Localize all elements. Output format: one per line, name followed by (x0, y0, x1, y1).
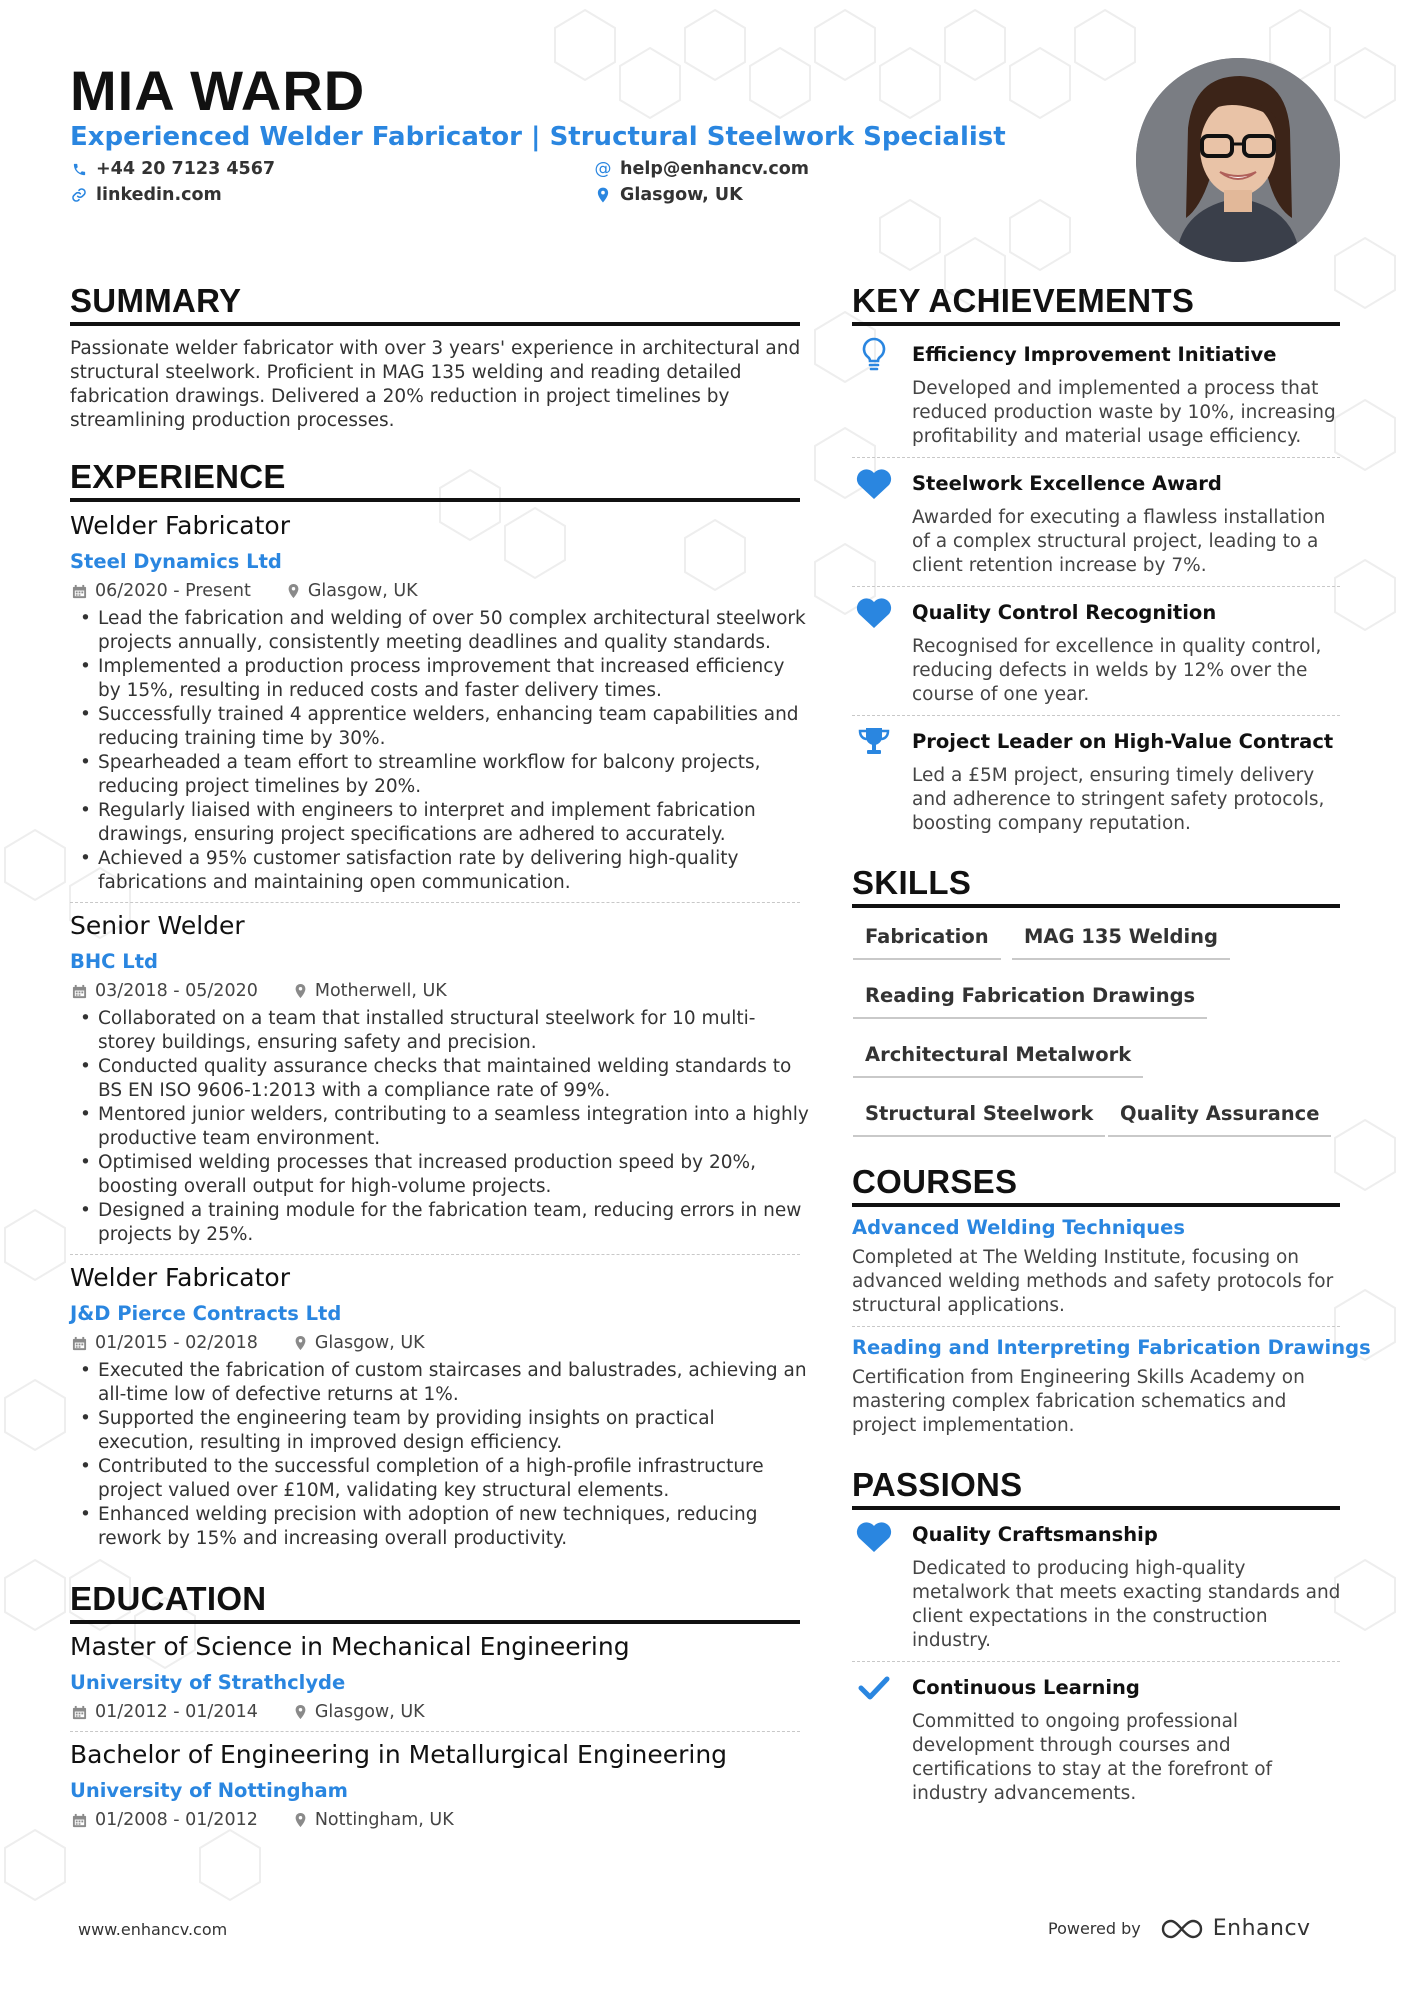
location-pin-icon (594, 186, 612, 204)
location-pin-icon (287, 583, 300, 599)
course-title: Reading and Interpreting Fabrication Drawings (852, 1336, 1371, 1359)
linkedin-url: linkedin.com (96, 185, 222, 205)
phone-contact[interactable] (70, 159, 275, 179)
calendar-icon (72, 1705, 87, 1720)
education-location: Glasgow, UK (314, 1702, 425, 1722)
location-pin-icon (294, 1704, 307, 1720)
location-pin-icon (294, 983, 307, 999)
bullet-item: • Regularly liaised with engineers to interpret and implement fabrication drawings, ensuring project specifications are adhered to accurately. (72, 799, 812, 847)
job-dates: 03/2018 - 05/2020 (95, 981, 258, 1001)
calendar-icon (72, 1813, 87, 1828)
job-dates: 01/2015 - 02/2018 (95, 1333, 258, 1353)
summary-line: structural steelwork. Proficient in MAG 135 welding and reading detailed (70, 362, 742, 383)
bullet-item: • Implemented a production process improvement that increased efficiency by 15%, resulting in reduced costs and faster delivery times. (72, 655, 812, 703)
courses-heading: COURSES (852, 1163, 1018, 1200)
education-location: Nottingham, UK (314, 1810, 454, 1830)
skills-heading: SKILLS (852, 864, 972, 901)
skill-tag: Quality Assurance (1108, 1102, 1331, 1137)
email-contact[interactable] (594, 159, 809, 179)
education-heading: EDUCATION (70, 1580, 267, 1617)
entry-divider (852, 715, 1340, 716)
skills-rule (852, 904, 1340, 908)
job-meta (72, 1333, 425, 1353)
job-bullets (72, 607, 812, 895)
education-meta (72, 1702, 425, 1722)
bullet-item: • Designed a training module for the fabrication team, reducing errors in new projects by 25%. (72, 1199, 812, 1247)
company-name: J&D Pierce Contracts Ltd (70, 1302, 342, 1325)
achievement-description: Led a £5M project, ensuring timely delivery and adherence to stringent safety protocols, boosting company reputation. (912, 765, 1325, 834)
bullet-item: • Executed the fabrication of custom staircases and balustrades, achieving an all-time low of defective returns at 1%. (72, 1359, 812, 1407)
experience-rule (70, 498, 800, 502)
location-pin-icon (294, 1335, 307, 1351)
bullet-item: • Enhanced welding precision with adoption of new techniques, reducing rework by 15% and increasing overall productivity. (72, 1503, 812, 1551)
achievement-description: Developed and implemented a process that reduced production waste by 10%, increasing profitability and material usage efficiency. (912, 378, 1336, 447)
entry-divider (852, 1661, 1340, 1662)
education-dates: 01/2012 - 01/2014 (95, 1702, 258, 1722)
degree-title: Master of Science in Mechanical Engineering (70, 1632, 630, 1661)
summary-heading: SUMMARY (70, 282, 242, 319)
company-name: BHC Ltd (70, 950, 158, 973)
brand-name: Enhancv (1212, 1916, 1311, 1941)
job-bullets (72, 1007, 812, 1247)
calendar-icon (72, 1336, 87, 1351)
phone-number: +44 20 7123 4567 (96, 159, 276, 179)
location-contact (594, 185, 743, 205)
achievements-heading: KEY ACHIEVEMENTS (852, 282, 1195, 319)
course-title: Advanced Welding Techniques (852, 1216, 1185, 1239)
profile-photo (1136, 58, 1340, 262)
candidate-title: Experienced Welder Fabricator | Structural Steelwork Specialist (70, 122, 1006, 152)
achievements-rule (852, 322, 1340, 326)
school-name: University of Strathclyde (70, 1671, 346, 1694)
phone-icon (70, 160, 88, 178)
trophy-icon (854, 722, 894, 762)
achievement-title: Steelwork Excellence Award (912, 472, 1222, 495)
bullet-item: • Successfully trained 4 apprentice welders, enhancing team capabilities and reducing training time by 30%. (72, 703, 812, 751)
footer-website[interactable]: www.enhancv.com (78, 1920, 228, 1939)
bullet-item: • Spearheaded a team effort to streamline workflow for balcony projects, reducing project timelines by 20%. (72, 751, 812, 799)
school-name: University of Nottingham (70, 1779, 348, 1802)
linkedin-contact[interactable] (70, 185, 222, 205)
course-description: Completed at The Welding Institute, focusing on advanced welding methods and safety protocols for structural applications. (852, 1247, 1334, 1316)
education-dates: 01/2008 - 01/2012 (95, 1810, 258, 1830)
entry-divider (70, 1254, 800, 1255)
skill-tag: Structural Steelwork (853, 1102, 1105, 1137)
education-meta (72, 1810, 454, 1830)
passion-title: Quality Craftsmanship (912, 1523, 1158, 1546)
job-title: Senior Welder (70, 911, 245, 940)
achievement-description: Awarded for executing a flawless installation of a complex structural project, leading to a client retention increase by 7%. (912, 507, 1326, 576)
passion-description: Dedicated to producing high-quality metalwork that meets exacting standards and client expectations in the construction industry. (912, 1558, 1341, 1651)
heart-icon (854, 1517, 894, 1557)
lightbulb-icon (854, 334, 894, 374)
bullet-item: • Lead the fabrication and welding of over 50 complex architectural steelwork projects annually, consistently meeting deadlines and quality standards. (72, 607, 812, 655)
summary-line: Passionate welder fabricator with over 3 years' experience in architectural and (70, 338, 801, 359)
summary-text (70, 337, 810, 433)
bullet-item: • Supported the engineering team by providing insights on practical execution, resulting in improved design efficiency. (72, 1407, 812, 1455)
course-description: Certification from Engineering Skills Academy on mastering complex fabrication schematics and project implementation. (852, 1367, 1305, 1436)
passions-heading: PASSIONS (852, 1466, 1023, 1503)
job-meta (72, 581, 418, 601)
skill-tag: MAG 135 Welding (1012, 925, 1230, 960)
achievement-title: Efficiency Improvement Initiative (912, 343, 1277, 366)
bullet-item: • Optimised welding processes that increased production speed by 20%, boosting overall output for high-volume projects. (72, 1151, 812, 1199)
bullet-item: • Mentored junior welders, contributing to a seamless integration into a highly productive team environment. (72, 1103, 812, 1151)
location-text: Glasgow, UK (620, 185, 743, 205)
skill-tag: Reading Fabrication Drawings (853, 984, 1207, 1019)
passions-rule (852, 1506, 1340, 1510)
experience-heading: EXPERIENCE (70, 458, 286, 495)
heart-icon (854, 593, 894, 633)
entry-divider (852, 586, 1340, 587)
footer-branding[interactable] (1048, 1916, 1311, 1941)
passion-description: Committed to ongoing professional development through courses and certifications to stay at the forefront of industry advancements. (912, 1711, 1273, 1804)
courses-rule (852, 1203, 1340, 1207)
achievement-title: Project Leader on High-Value Contract (912, 730, 1334, 753)
job-title: Welder Fabricator (70, 511, 290, 540)
summary-rule (70, 322, 800, 326)
entry-divider (852, 457, 1340, 458)
job-location: Motherwell, UK (314, 981, 447, 1001)
location-pin-icon (294, 1812, 307, 1828)
achievement-title: Quality Control Recognition (912, 601, 1217, 624)
skill-tag: Architectural Metalwork (853, 1043, 1143, 1078)
infinity-logo-icon (1159, 1917, 1205, 1941)
bullet-item: • Contributed to the successful completion of a high-profile infrastructure project valued over £10M, validating key structural elements. (72, 1455, 812, 1503)
education-rule (70, 1620, 800, 1624)
job-title: Welder Fabricator (70, 1263, 290, 1292)
checkmark-icon (854, 1668, 894, 1708)
enhancv-logo (1159, 1916, 1311, 1941)
summary-line: fabrication drawings. Delivered a 20% reduction in project timelines by (70, 386, 730, 407)
degree-title: Bachelor of Engineering in Metallurgical Engineering (70, 1740, 728, 1769)
job-location: Glasgow, UK (314, 1333, 425, 1353)
bullet-item: • Achieved a 95% customer satisfaction rate by delivering high-quality fabrications and maintaining open communication. (72, 847, 812, 895)
calendar-icon (72, 584, 87, 599)
bullet-item: • Collaborated on a team that installed structural steelwork for 10 multi- storey buildings, ensuring safety and precision. (72, 1007, 812, 1055)
calendar-icon (72, 984, 87, 999)
job-bullets (72, 1359, 812, 1551)
powered-by-label: Powered by (1048, 1919, 1141, 1938)
link-icon (70, 186, 88, 204)
heart-icon (854, 464, 894, 504)
company-name: Steel Dynamics Ltd (70, 550, 282, 573)
entry-divider (70, 1731, 800, 1732)
job-location: Glasgow, UK (307, 581, 418, 601)
entry-divider (70, 902, 800, 903)
job-dates: 06/2020 - Present (95, 581, 251, 601)
candidate-name: MIA WARD (70, 59, 366, 122)
summary-line: streamlining production processes. (70, 410, 395, 431)
at-icon: @ (594, 159, 612, 179)
bullet-item: • Conducted quality assurance checks that maintained welding standards to BS EN ISO 9606-1:2013 with a compliance rate of 99%. (72, 1055, 812, 1103)
job-meta (72, 981, 447, 1001)
entry-divider (852, 1326, 1340, 1327)
skill-tag: Fabrication (853, 925, 1001, 960)
passion-title: Continuous Learning (912, 1676, 1140, 1699)
achievement-description: Recognised for excellence in quality control, reducing defects in welds by 12% over the course of one year. (912, 636, 1322, 705)
email-address: help@enhancv.com (620, 159, 810, 179)
